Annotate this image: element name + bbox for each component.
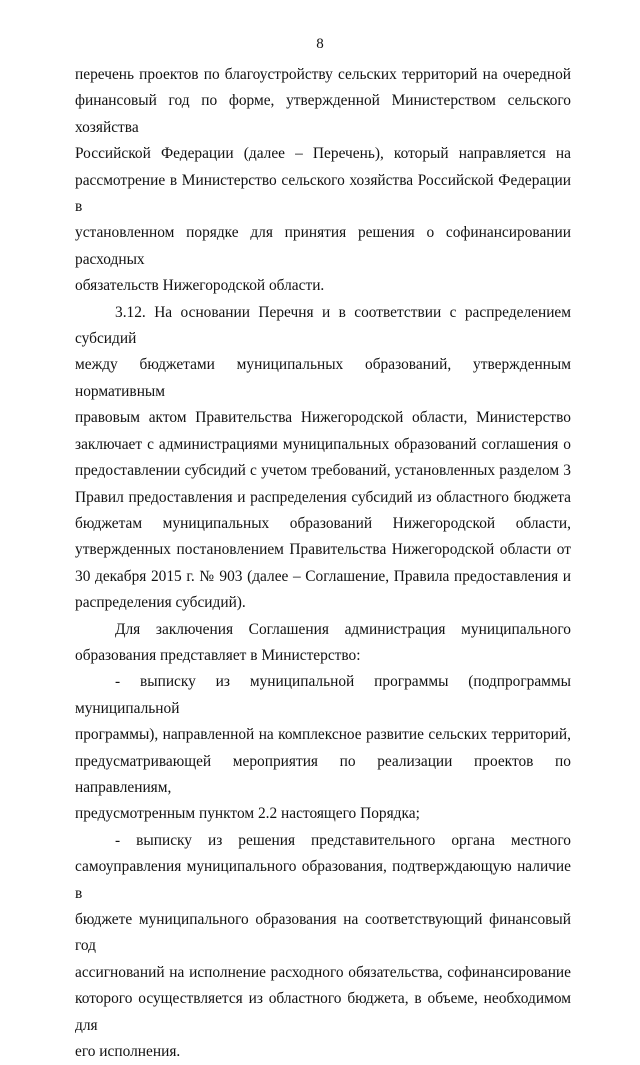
text-line: - выписку из решения представительного органа местного — [115, 831, 571, 849]
paragraph-project-list — [75, 62, 571, 300]
text-line: ассигнований на исполнение расходного обязательства, софинансирование — [75, 963, 571, 981]
text-line: распределения субсидий). — [75, 594, 246, 612]
text-line: бюджете муниципального образования на соответствующий финансовый год — [75, 911, 571, 955]
text-line: Правил предоставления и распределения субсидий из областного бюджета — [75, 488, 571, 506]
text-line: предоставлении субсидий с учетом требований, установленных разделом 3 — [75, 462, 571, 480]
text-line: финансовый год по форме, утвержденной Министерством сельского хозяйства — [75, 92, 571, 136]
text-line: бюджетам муниципальных образований Нижегородской области, — [75, 514, 571, 532]
text-line: образования представляет в Министерство: — [75, 646, 361, 664]
text-line: его исполнения. — [75, 1043, 181, 1061]
document-body — [75, 62, 571, 1065]
text-line: Для заключения Соглашения администрация муниципального — [115, 620, 571, 638]
text-line: между бюджетами муниципальных образований, утвержденным нормативным — [75, 356, 571, 400]
text-line: рассмотрение в Министерство сельского хозяйства Российской Федерации в — [75, 171, 571, 216]
text-line: предусматривающей мероприятия по реализации проектов по направлениям, — [75, 752, 571, 796]
text-line: утвержденных постановлением Правительства Нижегородской области от — [75, 541, 571, 559]
text-line: перечень проектов по благоустройству сельских территорий на очередной — [75, 66, 571, 83]
list-item-program-extract — [75, 669, 571, 827]
text-line: Российской Федерации (далее – Перечень), который направляется на — [75, 145, 571, 163]
text-line: обязательств Нижегородской области. — [75, 277, 325, 295]
page-number: 8 — [316, 36, 324, 52]
list-item-decision-extract — [75, 828, 571, 1065]
text-line: которого осуществляется из областного бюджета, в объеме, необходимом для — [75, 990, 571, 1034]
paragraph-3-12 — [75, 300, 571, 617]
text-line: правовым актом Правительства Нижегородской области, Министерство — [75, 409, 571, 427]
text-line: 30 декабря 2015 г. № 903 (далее – Соглашение, Правила предоставления и — [75, 567, 571, 585]
text-line: - выписку из муниципальной программы (подпрограммы муниципальной — [75, 673, 571, 717]
text-line: программы), направленной на комплексное развитие сельских территорий, — [75, 726, 571, 744]
paragraph-agreement-intro — [75, 617, 571, 670]
text-line: 3.12. На основании Перечня и в соответствии с распределением субсидий — [75, 303, 571, 348]
text-line: самоуправления муниципального образования, подтверждающую наличие в — [75, 858, 571, 902]
text-line: заключает с администрациями муниципальных образований соглашения о — [75, 435, 571, 453]
text-line: предусмотренным пунктом 2.2 настоящего Порядка; — [75, 805, 420, 823]
text-line: установленном порядке для принятия решения о софинансировании расходных — [75, 224, 571, 268]
